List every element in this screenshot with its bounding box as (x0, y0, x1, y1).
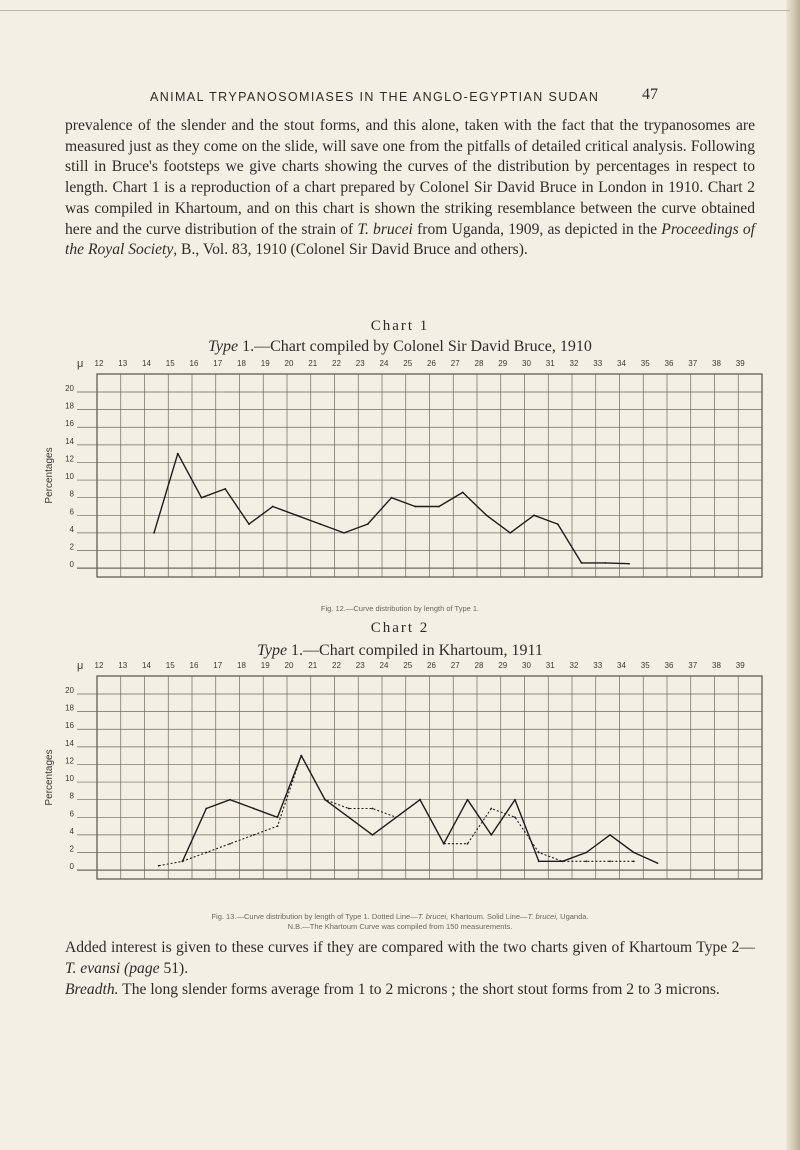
chart2-y-tick-label: 18 (65, 703, 74, 713)
chart2-series-dotted-point (538, 852, 540, 854)
chart2-x-tick-label: 22 (332, 661, 341, 670)
chart1-series-solid-point (248, 523, 250, 525)
chart2-caption-suffix: Uganda. (558, 912, 589, 921)
chart1-series-solid-point (296, 514, 298, 516)
chart1-y-tick-label: 12 (65, 454, 74, 464)
chart2-x-tick-label: 17 (213, 661, 223, 670)
chart1-x-tick-label: 24 (379, 359, 389, 368)
chart1-series-solid-point (201, 497, 203, 499)
chart2-mu-label: μ (77, 660, 84, 672)
chart2-series-dotted-point (490, 808, 492, 810)
chart1-series-solid-point (604, 562, 606, 564)
chart1-title-type: Type (208, 338, 239, 355)
chart2-x-tick-label: 23 (355, 661, 365, 670)
chart2-series-solid-point (253, 808, 255, 810)
chart1-heading: Chart 1 (370, 318, 430, 334)
chart1-x-tick-label: 16 (189, 359, 199, 368)
outro-italic: T. evansi (page (65, 959, 160, 977)
chart2-series-solid-point (514, 799, 516, 801)
chart2-y-tick-label: 10 (65, 774, 74, 784)
chart2-y-tick-label: 14 (65, 738, 74, 748)
chart2-x-tick-label: 30 (522, 661, 531, 670)
chart1-x-tick-label: 17 (213, 359, 223, 368)
outro-paragraph-1 (65, 938, 755, 979)
chart1-x-tick-label: 23 (355, 359, 365, 368)
chart2-series-dotted-point (609, 860, 611, 862)
chart2-series-solid-point (372, 834, 374, 836)
chart1-mu-label: μ (77, 358, 84, 370)
chart2-x-tick-label: 28 (474, 661, 484, 670)
outro-text: Added interest is given to these curves if they are compared with the two charts given of Khartoum Type 2— (65, 939, 755, 956)
chart2-y-tick-label: 12 (65, 756, 74, 766)
chart2-x-tick-label: 18 (237, 661, 246, 670)
chart2-title-rest: 1.—Chart compiled in Khartoum, 1911 (287, 642, 543, 659)
chart1-series-solid-line (154, 454, 629, 564)
outro-paragraph-2 (65, 980, 755, 1001)
chart2-series-dotted-point (585, 860, 587, 862)
chart1-x-tick-label: 29 (498, 359, 508, 368)
chart2-y-tick-label: 0 (69, 862, 74, 872)
chart1-series-solid-point (319, 523, 321, 525)
chart1-x-tick-label: 25 (403, 359, 413, 368)
chart2-x-tick-label: 16 (189, 661, 199, 670)
chart2-series-dotted-line (159, 756, 634, 866)
chart2-x-tick-label: 29 (498, 661, 508, 670)
chart2-title-type: Type (257, 642, 288, 659)
chart2-x-tick-label: 21 (308, 661, 318, 670)
chart2-caption-mid: Khartoum. Solid Line— (448, 912, 528, 921)
chart1-y-tick-label: 18 (65, 401, 74, 411)
chart2-series-dotted-point (205, 852, 207, 854)
chart1-title-rest: 1.—Chart compiled by Colonel Sir David Bruce, 1910 (238, 338, 592, 355)
chart1-x-tick-label: 19 (260, 359, 270, 368)
chart1-y-axis-label: Percentages (44, 447, 55, 504)
chart2-series-dotted-point (467, 843, 469, 845)
chart1-x-tick-label: 14 (142, 359, 151, 368)
chart2-y-tick-label: 20 (65, 686, 74, 695)
breadth-heading: Breadth. (65, 981, 119, 998)
top-rule (0, 10, 790, 11)
chart2-series-solid-point (490, 834, 492, 836)
chart2-series-dotted-point (348, 808, 350, 810)
chart1-y-tick-label: 0 (69, 560, 74, 570)
breadth-text: The long slender forms average from 1 to 2 microns ; the short stout forms from 2 to 3 microns. (118, 981, 720, 998)
chart1-x-tick-label: 21 (308, 359, 318, 368)
chart2-caption-note: N.B.—The Khartoum Curve was compiled from 150 measurements. (287, 922, 513, 931)
chart2-series-solid-point (395, 816, 397, 818)
chart1-x-tick-label: 20 (284, 359, 294, 368)
chart1-x-tick-label: 26 (427, 359, 436, 368)
chart2-x-tick-label: 14 (142, 661, 151, 670)
chart2-x-tick-label: 26 (427, 661, 436, 670)
chart1-series-solid-point (272, 506, 274, 508)
chart2-series-dotted-point (514, 816, 516, 818)
outro-end: 51). (159, 959, 189, 977)
chart1-x-tick-label: 32 (569, 359, 579, 368)
chart1-series-solid-point (367, 523, 369, 525)
chart2-y-axis-label: Percentages (44, 749, 55, 806)
chart1-x-tick-label: 30 (522, 359, 531, 368)
chart2-series-dotted-point (372, 808, 374, 810)
chart2-series-solid-point (609, 834, 611, 836)
chart1-x-tick-label: 38 (712, 359, 721, 368)
chart2-x-tick-label: 33 (593, 661, 603, 670)
chart2-x-tick-label: 27 (450, 661, 460, 670)
chart2-x-tick-label: 25 (403, 661, 413, 670)
chart1-x-tick-label: 39 (735, 359, 745, 368)
chart1-x-tick-label: 35 (640, 359, 650, 368)
chart1-x-tick-label: 28 (474, 359, 484, 368)
chart1-series-solid-point (557, 523, 559, 525)
chart2-x-tick-label: 19 (260, 661, 270, 670)
chart2-series-solid-point (633, 852, 635, 854)
chart2-x-tick-label: 24 (379, 661, 389, 670)
chart1-series-solid-point (177, 453, 179, 455)
chart2-series-solid-point (300, 755, 302, 757)
chart2-series-solid-point (182, 860, 184, 862)
chart2-series-dotted-point (253, 834, 255, 836)
chart1-series-solid-point (153, 532, 155, 534)
intro-text-mid: from Uganda, 1909, as depicted in the (412, 220, 662, 238)
chart1-x-tick-label: 36 (664, 359, 674, 368)
chart1-y-tick-label: 4 (69, 524, 74, 534)
chart1-x-tick-label: 27 (450, 359, 460, 368)
chart2-x-tick-label: 36 (664, 661, 674, 670)
chart1-series-solid-point (509, 532, 511, 534)
chart2-series-solid-point (562, 860, 564, 862)
chart1-y-tick-label: 10 (65, 472, 74, 482)
chart2-x-tick-label: 34 (617, 661, 626, 670)
chart1-series-solid-point (343, 532, 345, 534)
chart1-x-tick-label: 37 (688, 359, 698, 368)
chart2-x-tick-label: 15 (165, 661, 175, 670)
intro-paragraph (65, 116, 755, 261)
chart1-x-tick-label: 31 (545, 359, 555, 368)
chart2-grid (77, 676, 762, 879)
chart2-x-tick-label: 35 (640, 661, 650, 670)
chart1-x-tick-label: 33 (593, 359, 603, 368)
intro-text: prevalence of the slender and the stout forms, and this alone, taken with the fact that the trypanosomes are measured just as they come on the slide, will save one from the pitfalls of detailed critical analysis. Following still in Bruce's footsteps we give charts showing the curves of the distribution by percentages in respect to length. Chart 1 is a reproduction of a chart prepared by Colonel Sir David Bruce in London in 1910. Chart 2 was compiled in Khartoum, and on this chart is shown the striking resemblance between the curve obtained here and the curve distribution of the strain of (65, 117, 755, 238)
chart1-y-tick-label: 6 (69, 507, 74, 517)
chart1-series-solid-point (628, 563, 630, 565)
chart2-x-tick-label: 32 (569, 661, 579, 670)
chart2-series-solid-point (585, 852, 587, 854)
chart1-series-solid-point (533, 514, 535, 516)
chart2-y-tick-label: 4 (69, 826, 74, 836)
chart2-series-solid-point (538, 860, 540, 862)
chart2-x-tick-label: 13 (118, 661, 128, 670)
chart1 (0, 350, 800, 630)
chart1-series-solid-point (224, 488, 226, 490)
chart2-series-solid-point (657, 862, 659, 864)
chart1-x-tick-label: 15 (165, 359, 175, 368)
chart2-x-tick-label: 38 (712, 661, 721, 670)
chart2-y-tick-label: 16 (65, 721, 74, 731)
intro-text-end: , B., Vol. 83, 1910 (Colonel Sir David Bruce and others). (173, 241, 528, 259)
chart1-grid (77, 374, 762, 577)
chart1-y-tick-label: 14 (65, 436, 74, 446)
chart2 (0, 652, 800, 932)
chart2-heading: Chart 2 (370, 620, 430, 636)
chart1-series-solid-point (486, 514, 488, 516)
chart1-series-solid-point (462, 491, 464, 493)
chart1-series-solid-point (581, 562, 583, 564)
chart2-caption-prefix: Fig. 13.—Curve distribution by length of Type 1. Dotted Line— (211, 912, 418, 921)
running-head: ANIMAL TRYPANOSOMIASES IN THE ANGLO-EGYPTIAN SUDAN (150, 90, 600, 104)
chart1-y-tick-label: 2 (69, 542, 74, 552)
chart2-y-tick-label: 8 (69, 791, 74, 801)
chart1-caption: Fig. 12.—Curve distribution by length of Type 1. (320, 604, 480, 613)
chart2-series-solid-point (229, 799, 231, 801)
chart2-x-tick-label: 31 (545, 661, 555, 670)
intro-species: T. brucei (357, 220, 413, 238)
chart1-series-solid-point (438, 506, 440, 508)
chart2-series-dotted-point (229, 843, 231, 845)
chart2-series-solid-point (348, 816, 350, 818)
chart2-x-tick-label: 37 (688, 661, 698, 670)
chart2-series-solid-point (324, 799, 326, 801)
page-number: 47 (642, 86, 658, 103)
chart2-series-dotted-point (158, 865, 160, 867)
chart2-caption (0, 912, 800, 921)
chart1-x-tick-label: 34 (617, 359, 626, 368)
chart2-y-tick-label: 6 (69, 809, 74, 819)
chart2-series-solid-point (443, 843, 445, 845)
chart2-x-tick-label: 20 (284, 661, 294, 670)
chart2-x-tick-label: 12 (94, 661, 104, 670)
chart2-series-dotted-point (633, 860, 635, 862)
chart1-series-solid-point (414, 506, 416, 508)
chart2-series-solid-point (277, 816, 279, 818)
chart1-x-tick-label: 18 (237, 359, 246, 368)
chart1-x-tick-label: 13 (118, 359, 128, 368)
chart2-series-solid-point (467, 799, 469, 801)
chart2-series-solid-point (205, 808, 207, 810)
chart1-x-tick-label: 22 (332, 359, 341, 368)
chart2-x-tick-label: 39 (735, 661, 745, 670)
chart2-series-solid-point (419, 799, 421, 801)
chart2-y-tick-label: 2 (69, 844, 74, 854)
chart1-x-tick-label: 12 (94, 359, 104, 368)
chart1-y-tick-label: 20 (65, 384, 74, 393)
chart2-caption-species-2: T. brucei, (527, 912, 559, 921)
chart1-series-solid-point (391, 497, 393, 499)
chart2-caption-species-1: T. brucei, (417, 912, 449, 921)
chart2-series-dotted-point (277, 825, 279, 827)
chart1-y-tick-label: 16 (65, 419, 74, 429)
intro-journal: Proceedings of the Royal Society (65, 220, 755, 259)
chart1-y-tick-label: 8 (69, 489, 74, 499)
